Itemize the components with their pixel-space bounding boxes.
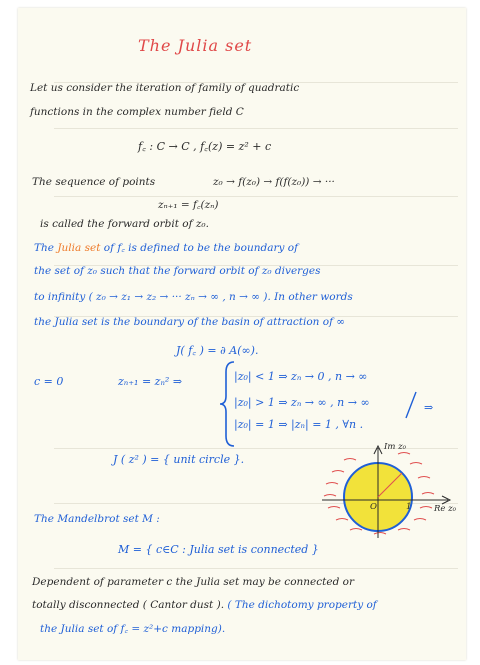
- intro-line-2: functions in the complex number field C: [30, 106, 244, 118]
- unit-circle-diagram: [314, 432, 464, 540]
- definition-line-1: [34, 241, 298, 255]
- dichotomy-text: ( The dichotomy property of: [227, 599, 377, 611]
- case-inside: |z₀| < 1 ⇒ zₙ → 0 , n → ∞: [234, 370, 368, 383]
- notebook-page: [18, 8, 466, 660]
- origin-label: O: [370, 502, 377, 512]
- map-formula: f꜀ : C → C , f꜀(z) = z² + c: [138, 140, 272, 153]
- slash-mark: [404, 390, 418, 420]
- unit-label: 1: [406, 502, 412, 512]
- page-title: [138, 36, 252, 55]
- conclusion-line-1: Dependent of parameter c the Julia set may be connected or: [32, 576, 354, 588]
- definition-line-4: the Julia set is the boundary of the basin of attraction of ∞: [34, 316, 346, 328]
- definition-line-2: the set of z₀ such that the forward orbit of z₀ diverges: [34, 265, 321, 277]
- julia-set-term: Julia set: [57, 242, 101, 254]
- julia-boundary-equation: J( f꜀ ) = ∂ A(∞).: [176, 344, 259, 357]
- sequence-formula: z₀ → f(z₀) → f(f(z₀)) → ···: [213, 176, 335, 188]
- conclusion-line-3: the Julia set of f꜀ = z²+c mapping).: [40, 623, 226, 635]
- definition-line-3: to infinity ( z₀ → z₁ → z₂ → ··· zₙ → ∞ , n → ∞ ). In other words: [34, 291, 353, 303]
- julia-unit-circle-result: J ( z² ) = { unit circle }.: [113, 453, 245, 466]
- sequence-label: The sequence of points: [32, 176, 156, 188]
- forward-orbit-text: is called the forward orbit of z₀.: [40, 218, 209, 230]
- mandelbrot-definition: M = { c∈C : Julia set is connected }: [118, 543, 319, 556]
- case-boundary: |z₀| = 1 ⇒ |zₙ| = 1 , ∀n .: [234, 418, 364, 431]
- ruled-line: [54, 196, 458, 197]
- mandelbrot-heading: The Mandelbrot set M :: [34, 513, 160, 525]
- cantor-dust-text: totally disconnected ( Cantor dust ).: [32, 599, 225, 611]
- ruled-line: [54, 568, 458, 569]
- recursion-formula: zₙ₊₁ = f꜀(zₙ): [158, 199, 219, 211]
- title-name: Julia set: [177, 36, 253, 55]
- imaginary-axis-label: Im z₀: [384, 442, 407, 452]
- case-outside: |z₀| > 1 ⇒ zₙ → ∞ , n → ∞: [234, 396, 370, 409]
- example-iteration: zₙ₊₁ = zₙ² ⇒: [118, 375, 183, 388]
- intro-line-1: Let us consider the iteration of family of quadratic: [30, 82, 300, 94]
- ruled-line: [54, 128, 458, 129]
- conclusion-line-2: [32, 599, 377, 611]
- example-case: c = 0: [34, 375, 64, 388]
- implies-arrow: ⇒: [424, 401, 434, 414]
- definition-part-1: The: [34, 242, 54, 254]
- definition-part-2: of f꜀ is defined to be the boundary of: [103, 242, 298, 254]
- real-axis-label: Re z₀: [434, 504, 457, 514]
- title-prefix: The: [138, 36, 172, 55]
